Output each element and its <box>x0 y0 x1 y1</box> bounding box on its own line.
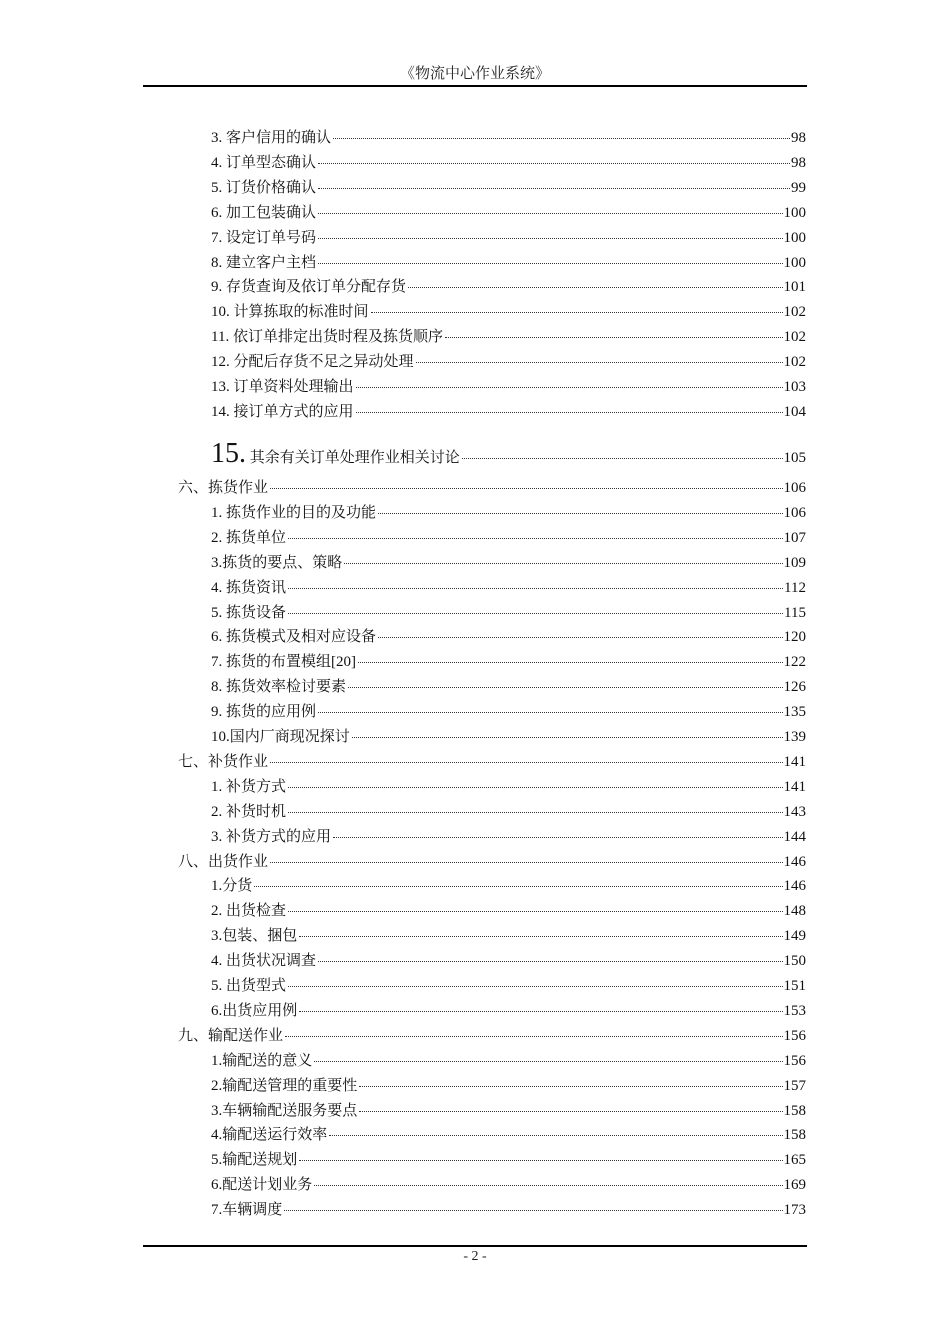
toc-entry-label: 5. 订货价格确认 <box>211 179 317 196</box>
toc-page-number: 173 <box>783 1202 806 1219</box>
toc-entry-label: 2. 补货时机 <box>211 803 287 820</box>
toc-page-number: 148 <box>783 903 806 920</box>
toc-section-entry[interactable] <box>211 228 806 248</box>
toc-entry-label <box>211 440 461 468</box>
toc-entry-label: 6.配送计划业务 <box>211 1177 313 1194</box>
toc-entry-label: 10.国内厂商现况探讨 <box>211 729 350 745</box>
toc-dot-leader <box>356 412 783 413</box>
toc-dot-leader <box>299 936 782 937</box>
toc-page-number: 144 <box>783 828 806 845</box>
toc-dot-leader <box>288 588 783 589</box>
toc-page-number: 106 <box>783 504 806 521</box>
toc-dot-leader <box>288 812 782 813</box>
toc-dot-leader <box>348 687 782 688</box>
toc-page-number: 102 <box>783 329 806 346</box>
toc-section-entry[interactable] <box>211 128 806 148</box>
toc-entry-label: 5.输配送规划 <box>211 1152 298 1169</box>
toc-dot-leader <box>254 886 782 887</box>
toc-dot-leader <box>408 287 782 288</box>
toc-entry-label: 4. 拣货资讯 <box>211 579 287 596</box>
toc-dot-leader <box>288 613 783 614</box>
toc-page-number: 100 <box>783 204 806 221</box>
toc-dot-leader <box>344 563 782 564</box>
toc-section-entry[interactable] <box>211 302 806 322</box>
toc-dot-leader <box>270 762 782 763</box>
toc-section-entry[interactable] <box>211 603 806 623</box>
toc-section-entry[interactable] <box>211 901 806 921</box>
toc-dot-leader <box>358 662 783 663</box>
toc-section-entry[interactable] <box>211 627 806 647</box>
toc-page-number: 100 <box>783 229 806 246</box>
toc-page-number: 151 <box>783 978 806 994</box>
toc-section-entry[interactable] <box>211 1150 806 1170</box>
toc-page-number: 109 <box>783 554 806 571</box>
toc-section-entry[interactable] <box>211 553 806 573</box>
toc-page-number: 98 <box>791 154 806 171</box>
toc-entry-label: 2. 出货检查 <box>211 903 287 920</box>
toc-page-number: 158 <box>783 1102 806 1119</box>
toc-dot-leader <box>333 837 782 838</box>
toc-entry-label: 4. 出货状况调查 <box>211 953 317 970</box>
toc-section-entry[interactable] <box>211 677 806 697</box>
toc-entry-label: 4. 订单型态确认 <box>211 154 317 171</box>
toc-page-number: 165 <box>783 1152 806 1169</box>
toc-entry-label: 1.输配送的意义 <box>211 1052 313 1069</box>
toc-dot-leader <box>288 787 782 788</box>
toc-section-entry[interactable] <box>211 1001 806 1021</box>
toc-page-number: 157 <box>783 1077 806 1094</box>
toc-entry-label: 六、拣货作业 <box>178 480 269 496</box>
toc-page-number: 112 <box>784 579 806 596</box>
toc-dot-leader <box>270 862 782 863</box>
toc-page-number: 103 <box>783 379 806 395</box>
toc-section-entry[interactable] <box>211 702 806 722</box>
toc-dot-leader <box>378 637 782 638</box>
toc-page-number: 143 <box>783 803 806 820</box>
toc-section-entry[interactable] <box>211 926 806 946</box>
toc-entry-label: 9. 存货查询及依订单分配存货 <box>211 279 407 296</box>
toc-page-number: 158 <box>783 1127 806 1144</box>
toc-dot-leader <box>378 513 782 514</box>
toc-entry-label: 8. 拣货效率检讨要素 <box>211 679 347 696</box>
toc-entry-label: 3.包装、捆包 <box>211 928 298 945</box>
toc-section-entry[interactable] <box>211 327 806 347</box>
toc-entry-label: 10. 计算拣取的标准时间 <box>211 304 369 321</box>
toc-dot-leader <box>329 1135 782 1136</box>
toc-dot-leader <box>416 362 783 363</box>
toc-section-entry[interactable] <box>211 440 806 468</box>
toc-entry-label: 1. 拣货作业的目的及功能 <box>211 504 377 521</box>
toc-dot-leader <box>314 1061 782 1062</box>
toc-section-entry[interactable] <box>211 352 806 372</box>
toc-section-entry[interactable] <box>211 503 806 523</box>
toc-chapter-entry[interactable] <box>178 752 806 772</box>
toc-section-entry[interactable] <box>211 1076 806 1096</box>
toc-page-number: 120 <box>783 629 806 646</box>
toc-dot-leader <box>352 737 783 738</box>
toc-page-number: 156 <box>783 1027 806 1044</box>
toc-entry-label: 八、出货作业 <box>178 853 269 870</box>
toc-page-number: 106 <box>783 480 806 496</box>
toc-page-number: 115 <box>784 604 806 621</box>
toc-dot-leader <box>318 188 790 189</box>
toc-dot-leader <box>288 911 782 912</box>
toc-entry-label: 6. 拣货模式及相对应设备 <box>211 629 377 646</box>
toc-page-number: 104 <box>783 403 806 420</box>
toc-entry-label: 7. 设定订单号码 <box>211 229 317 246</box>
toc-section-entry[interactable] <box>211 777 806 797</box>
toc-entry-label: 4.输配送运行效率 <box>211 1127 328 1144</box>
toc-section-entry[interactable] <box>211 1051 806 1071</box>
toc-entry-label: 11. 依订单排定出货时程及拣货顺序 <box>211 329 443 346</box>
toc-entry-label: 7. 拣货的布置模组[20] <box>211 654 356 671</box>
toc-dot-leader <box>359 1086 782 1087</box>
toc-page-number: 139 <box>783 729 806 745</box>
toc-page-number: 107 <box>783 529 806 546</box>
toc-dot-leader <box>318 961 782 962</box>
toc-page-number: 101 <box>783 279 806 296</box>
toc-dot-leader <box>285 1036 782 1037</box>
toc-page-number: 156 <box>783 1052 806 1069</box>
toc-section-entry[interactable] <box>211 1200 806 1220</box>
toc-dot-leader <box>333 138 790 139</box>
toc-section-entry[interactable] <box>211 802 806 822</box>
toc-page-number: 126 <box>783 679 806 696</box>
toc-section-entry[interactable] <box>211 277 806 297</box>
toc-section-entry[interactable] <box>211 203 806 223</box>
toc-dot-leader <box>299 1160 782 1161</box>
toc-entry-label: 5. 出货型式 <box>211 978 287 994</box>
toc-section-entry[interactable] <box>211 976 806 996</box>
toc-section-entry[interactable] <box>211 1175 806 1195</box>
toc-page-number: 105 <box>783 450 806 466</box>
toc-entry-label: 七、补货作业 <box>178 753 269 770</box>
toc-section-entry[interactable] <box>211 1101 806 1121</box>
toc-page-number: 135 <box>783 704 806 721</box>
page-number: - 2 - <box>463 1249 487 1264</box>
header-rule <box>143 85 807 87</box>
toc-entry-label: 8. 建立客户主档 <box>211 254 317 271</box>
toc-dot-leader <box>445 337 783 338</box>
toc-entry-label: 9. 拣货的应用例 <box>211 704 317 721</box>
toc-section-entry[interactable] <box>211 377 806 397</box>
toc-page-number: 122 <box>783 654 806 671</box>
toc-page-number: 153 <box>783 1002 806 1019</box>
toc-entry-label: 2.输配送管理的重要性 <box>211 1077 358 1094</box>
toc-section-entry[interactable] <box>211 578 806 598</box>
toc-dot-leader <box>314 1185 782 1186</box>
toc-entry-label: 3. 补货方式的应用 <box>211 828 332 845</box>
toc-section-entry[interactable] <box>211 876 806 896</box>
toc-dot-leader <box>284 1210 782 1211</box>
toc-section-entry[interactable] <box>211 528 806 548</box>
toc-dot-leader <box>318 712 782 713</box>
toc-page-number: 149 <box>783 928 806 945</box>
toc-entry-label: 6.出货应用例 <box>211 1002 298 1019</box>
toc-entry-label: 14. 接订单方式的应用 <box>211 403 354 420</box>
toc-dot-leader <box>371 312 783 313</box>
toc-dot-leader <box>270 488 782 489</box>
toc-entry-label: 5. 拣货设备 <box>211 604 287 621</box>
toc-page-number: 98 <box>791 130 806 146</box>
toc-dot-leader <box>356 387 783 388</box>
toc-page-number: 150 <box>783 953 806 970</box>
toc-section-entry[interactable] <box>211 402 806 422</box>
toc-entry-label: 3.拣货的要点、策略 <box>211 554 343 571</box>
toc-dot-leader <box>359 1111 782 1112</box>
toc-chapter-entry[interactable] <box>178 852 806 872</box>
running-header-title: 《物流中心作业系统》 <box>399 66 550 82</box>
toc-page-number: 99 <box>791 179 806 196</box>
toc-dot-leader <box>299 1011 782 1012</box>
toc-entry-number: 15. <box>211 438 246 469</box>
toc-section-entry[interactable] <box>211 1125 806 1145</box>
toc-dot-leader <box>318 163 790 164</box>
toc-page-number: 102 <box>783 354 806 371</box>
toc-section-entry[interactable] <box>211 153 806 173</box>
toc-page-number: 146 <box>783 878 806 895</box>
toc-dot-leader <box>318 238 782 239</box>
toc-page-number: 102 <box>783 304 806 321</box>
toc-entry-label: 2. 拣货单位 <box>211 529 287 546</box>
toc-page-number: 169 <box>783 1177 806 1194</box>
toc-section-entry[interactable] <box>211 178 806 198</box>
toc-chapter-entry[interactable] <box>178 1026 806 1046</box>
toc-section-entry[interactable] <box>211 727 806 747</box>
toc-page-number: 141 <box>783 778 806 795</box>
toc-entry-label: 3.车辆输配送服务要点 <box>211 1102 358 1119</box>
toc-entry-label: 九、输配送作业 <box>178 1027 284 1044</box>
toc-dot-leader <box>288 986 782 987</box>
toc-entry-label: 7.车辆调度 <box>211 1202 283 1219</box>
toc-entry-label: 13. 订单资料处理输出 <box>211 379 354 395</box>
toc-dot-leader <box>462 458 783 459</box>
toc-section-entry[interactable] <box>211 827 806 847</box>
toc-entry-label: 3. 客户信用的确认 <box>211 130 332 146</box>
toc-page-number: 100 <box>783 254 806 271</box>
toc-entry-label: 12. 分配后存货不足之异动处理 <box>211 354 414 371</box>
toc-chapter-entry[interactable] <box>178 478 806 498</box>
toc-dot-leader <box>318 263 782 264</box>
toc-dot-leader <box>318 213 782 214</box>
toc-section-entry[interactable] <box>211 951 806 971</box>
toc-dot-leader <box>288 538 782 539</box>
toc-page-number: 146 <box>783 853 806 870</box>
toc-section-entry[interactable] <box>211 253 806 273</box>
footer-rule <box>143 1245 807 1247</box>
toc-entry-label: 6. 加工包装确认 <box>211 204 317 221</box>
toc-entry-label: 1.分货 <box>211 878 253 895</box>
toc-section-entry[interactable] <box>211 652 806 672</box>
toc-entry-text: 其余有关订单处理作业相关讨论 <box>246 450 460 466</box>
toc-entry-label: 1. 补货方式 <box>211 778 287 795</box>
toc-page-number: 141 <box>783 753 806 770</box>
